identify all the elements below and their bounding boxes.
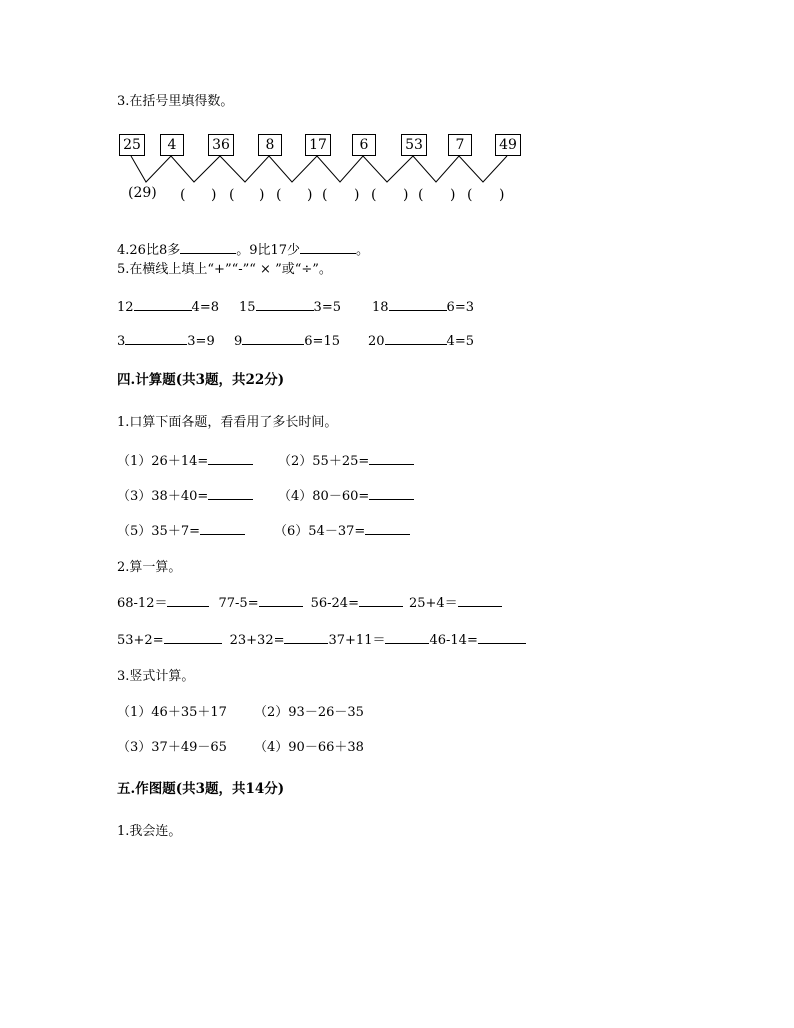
- q5-result: 3=5: [313, 300, 341, 315]
- item-expression: 37＋49－65: [151, 740, 227, 755]
- answer-paren: (: [229, 187, 235, 203]
- answer-blank[interactable]: [208, 453, 253, 465]
- oral-item: [117, 488, 253, 505]
- operator-blank[interactable]: [385, 333, 447, 345]
- q5-operand: 15: [239, 300, 256, 315]
- calc-expression: 25+4＝: [408, 596, 458, 611]
- vertical-item: [117, 740, 227, 756]
- operator-blank[interactable]: [256, 299, 314, 311]
- calc-expression: 68-12＝: [117, 596, 168, 611]
- chain-box: 49: [495, 134, 521, 156]
- q5-row: [234, 333, 340, 350]
- item-expression: 93－26－35: [288, 705, 364, 720]
- calc-expression: 56-24=: [310, 596, 359, 611]
- item-number: （3）: [117, 740, 152, 755]
- answer-blank[interactable]: [164, 632, 222, 644]
- answer-paren: ): [211, 187, 217, 203]
- s4-q3-title: 3.竖式计算。: [117, 669, 195, 684]
- answer-paren: ): [354, 187, 360, 203]
- chain-box: 4: [160, 134, 184, 156]
- answer-paren: ): [450, 187, 456, 203]
- vertical-item: [117, 705, 227, 721]
- section4-heading: 四.计算题(共3题，共22分): [117, 372, 285, 388]
- answer-paren: ): [499, 187, 505, 203]
- q4-blank-1[interactable]: [180, 242, 236, 254]
- answer-paren: (: [467, 187, 473, 203]
- item-number: （1）: [117, 454, 152, 469]
- answer-paren: (: [371, 187, 377, 203]
- item-expression: 80－60=: [312, 489, 370, 504]
- q5-operand: 20: [368, 334, 385, 349]
- calc-row-1: [117, 595, 502, 612]
- answer-blank[interactable]: [369, 453, 414, 465]
- q5-result: 6=15: [304, 334, 340, 349]
- oral-item: [278, 488, 414, 505]
- chain-box: 17: [305, 134, 331, 156]
- q5-operand: 9: [234, 334, 243, 349]
- calc-expression: 23+32=: [229, 633, 285, 648]
- answer-blank[interactable]: [284, 632, 328, 644]
- item-number: （4）: [254, 740, 289, 755]
- answer-blank[interactable]: [200, 523, 245, 535]
- operator-blank[interactable]: [125, 333, 187, 345]
- answer-paren: ): [259, 187, 265, 203]
- q4-part1: 4.26比8多: [117, 243, 181, 258]
- chain-box: 53: [401, 134, 427, 156]
- item-number: （5）: [117, 524, 152, 539]
- q3-fill-title: 3.在括号里填得数。: [117, 94, 234, 109]
- answer-paren: (: [276, 187, 282, 203]
- q5-operand: 18: [372, 300, 389, 315]
- q5-operand: 3: [117, 334, 126, 349]
- answer-paren: (: [180, 187, 186, 203]
- calc-expression: 46-14=: [429, 633, 478, 648]
- item-expression: 35＋7=: [151, 524, 200, 539]
- s5-q1-title: 1.我会连。: [117, 824, 182, 839]
- operator-blank[interactable]: [389, 299, 447, 311]
- section5-heading: 五.作图题(共3题，共14分): [117, 781, 285, 797]
- q5-result: 6=3: [446, 300, 474, 315]
- oral-item: [117, 523, 245, 540]
- answer-paren: ): [403, 187, 409, 203]
- q5-result: 4=8: [191, 300, 219, 315]
- answer-blank[interactable]: [365, 523, 410, 535]
- answer-blank[interactable]: [359, 595, 403, 607]
- q5-row: [372, 299, 474, 316]
- item-number: （2）: [278, 454, 313, 469]
- q5-operand: 12: [117, 300, 134, 315]
- answer-blank[interactable]: [385, 632, 429, 644]
- q5-row: [117, 299, 219, 316]
- s4-q1-title: 1.口算下面各题，看看用了多长时间。: [117, 415, 338, 430]
- chain-box: 8: [258, 134, 282, 156]
- answer-blank[interactable]: [458, 595, 502, 607]
- item-number: （2）: [254, 705, 289, 720]
- item-number: （1）: [117, 705, 152, 720]
- q4-line: [117, 242, 369, 259]
- q5-title: 5.在横线上填上“+”“-”“ × ”或“÷”。: [117, 262, 332, 277]
- chain-box: 6: [352, 134, 376, 156]
- answer-blank[interactable]: [167, 595, 209, 607]
- item-number: （6）: [274, 524, 309, 539]
- q5-row: [117, 333, 215, 350]
- vertical-item: [254, 740, 364, 756]
- calc-expression: 53+2=: [117, 633, 164, 648]
- q4-part2: 。9比17少: [236, 243, 301, 258]
- item-expression: 54－37=: [308, 524, 366, 539]
- chain-box: 36: [208, 134, 234, 156]
- q4-blank-2[interactable]: [300, 242, 356, 254]
- oral-item: [274, 523, 410, 540]
- item-expression: 26＋14=: [151, 454, 209, 469]
- answer-blank[interactable]: [369, 488, 414, 500]
- q5-row: [368, 333, 474, 350]
- item-number: （3）: [117, 489, 152, 504]
- q5-result: 3=9: [187, 334, 215, 349]
- oral-item: [117, 453, 253, 470]
- item-number: （4）: [278, 489, 313, 504]
- oral-item: [278, 453, 414, 470]
- item-expression: 90－66＋38: [288, 740, 364, 755]
- chain-box: 7: [448, 134, 472, 156]
- chain-box: 25: [119, 134, 145, 156]
- s4-q2-title: 2.算一算。: [117, 560, 182, 575]
- item-expression: 55＋25=: [312, 454, 370, 469]
- answer-paren: (29): [128, 185, 157, 201]
- calc-expression: 37+11＝: [328, 633, 386, 648]
- q5-result: 4=5: [446, 334, 474, 349]
- answer-paren: ): [307, 187, 313, 203]
- q5-row: [239, 299, 341, 316]
- answer-paren: (: [418, 187, 424, 203]
- operator-blank[interactable]: [134, 299, 192, 311]
- item-expression: 46＋35＋17: [151, 705, 227, 720]
- q4-part3: 。: [356, 243, 370, 258]
- calc-row-2: [117, 632, 526, 649]
- operator-blank[interactable]: [242, 333, 304, 345]
- item-expression: 38＋40=: [151, 489, 209, 504]
- answer-blank[interactable]: [259, 595, 303, 607]
- answer-blank[interactable]: [478, 632, 526, 644]
- vertical-item: [254, 705, 364, 721]
- answer-paren: (: [322, 187, 328, 203]
- answer-blank[interactable]: [208, 488, 253, 500]
- calc-expression: 77-5=: [218, 596, 259, 611]
